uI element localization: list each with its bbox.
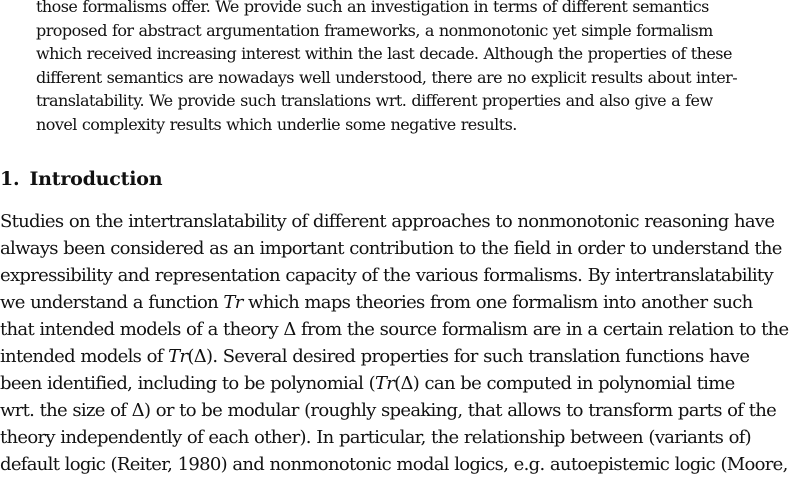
body-line xyxy=(0,343,800,370)
body-line xyxy=(0,289,800,316)
body-line: expressibility and representation capacity of the various formalisms. By intertranslatability xyxy=(0,265,773,286)
body-line: always been considered as an important contribution to the field in order to understand the xyxy=(0,238,782,259)
body-text xyxy=(0,208,800,478)
section-number: 1. xyxy=(0,168,20,190)
body-line xyxy=(0,370,800,397)
body-line: default logic (Reiter, 1980) and nonmonotonic modal logics, e.g. autoepistemic logic (Moore, xyxy=(0,454,788,475)
body-line: theory independently of each other). In particular, the relationship between (variants of) xyxy=(0,427,751,448)
abstract-line: novel complexity results which underlie some negative results. xyxy=(36,114,517,134)
text-span: (Δ). Several desired properties for such translation functions have xyxy=(187,346,750,367)
text-span: we understand a function xyxy=(0,292,224,313)
body-line: that intended models of a theory Δ from the source formalism are in a certain relation to the xyxy=(0,319,789,340)
tr-symbol: Tr xyxy=(374,373,395,394)
tr-symbol: Tr xyxy=(223,292,243,313)
body-line: wrt. the size of Δ) or to be modular (roughly speaking, that allows to transform parts of the xyxy=(0,400,777,421)
tr-symbol: Tr xyxy=(168,346,188,367)
abstract-line: different semantics are nowadays well understood, there are no explicit results about inter- xyxy=(36,67,738,87)
section-heading xyxy=(0,168,162,190)
text-span: which maps theories from one formalism into another such xyxy=(242,292,753,313)
section-title: Introduction xyxy=(29,168,163,190)
abstract-line: those formalisms offer. We provide such an investigation in terms of different semantics xyxy=(36,0,709,16)
abstract-line: proposed for abstract argumentation frameworks, a nonmonotonic yet simple formalism xyxy=(36,20,713,40)
abstract-line: which received increasing interest within the last decade. Although the properties of these xyxy=(36,44,732,63)
abstract-text xyxy=(36,0,766,136)
body-line: Studies on the intertranslatability of different approaches to nonmonotonic reasoning have xyxy=(0,211,775,232)
text-span: intended models of xyxy=(0,346,169,367)
text-span: been identified, including to be polynomial ( xyxy=(0,373,375,394)
text-span: (Δ) can be computed in polynomial time xyxy=(394,373,735,394)
abstract-line: translatability. We provide such translations wrt. different properties and also give a few xyxy=(36,91,713,110)
